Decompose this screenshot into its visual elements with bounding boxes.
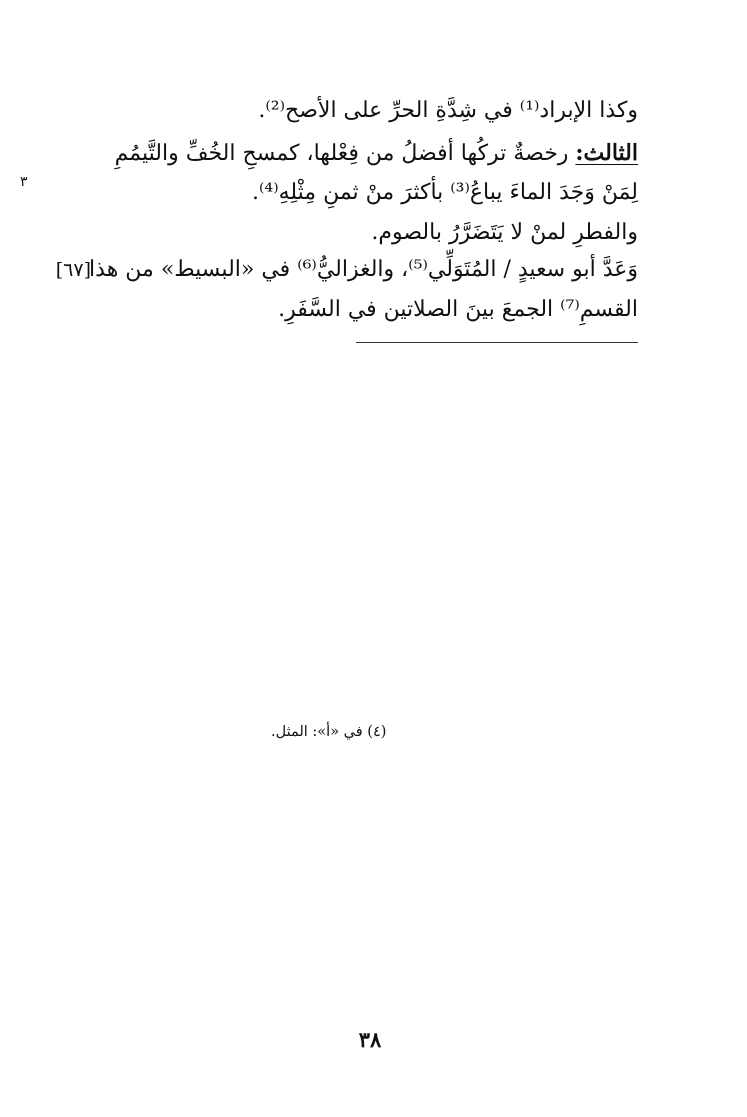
footnote-separator [356,342,638,343]
main-line-5: وَعَدَّ أبو سعيدٍ / المُتَوَلِّي⁽⁵⁾، والغزاليُّ⁽⁶⁾ في «البسيط» من هذا [89,257,638,282]
main-text [0,0,747,340]
main-line-3: لِمَنْ وَجَدَ الماءَ يباعُ⁽³⁾ بأكثرَ منْ ثمنِ مِثْلِهِ⁽⁴⁾. [251,180,638,205]
main-line-4: والفطرِ لمنْ لا يَتَضَرَّرُ بالصوم. [371,220,638,245]
margin-mark: ٣ [20,174,28,190]
main-line-2 [115,138,638,169]
section-label: الثالث: [575,140,638,166]
manuscript-page-ref: [٦٧] [55,259,91,281]
main-line-6: القسمِ⁽⁷⁾ الجمعَ بينَ الصلاتين في السَّفَرِ. [278,297,638,322]
footnote-4: (٤) في «أ»: المثل. [271,724,387,740]
page-number: ٣٨ [358,1027,382,1052]
main-line-1: وكذا الإبراد⁽¹⁾ في شِدَّةِ الحرِّ على الأصح⁽²⁾. [258,98,638,123]
main-line-2-text: رخصةٌ تركُها أفضلُ من فِعْلها، كمسحِ الخُفِّ والتَّيمُمِ [114,141,576,166]
